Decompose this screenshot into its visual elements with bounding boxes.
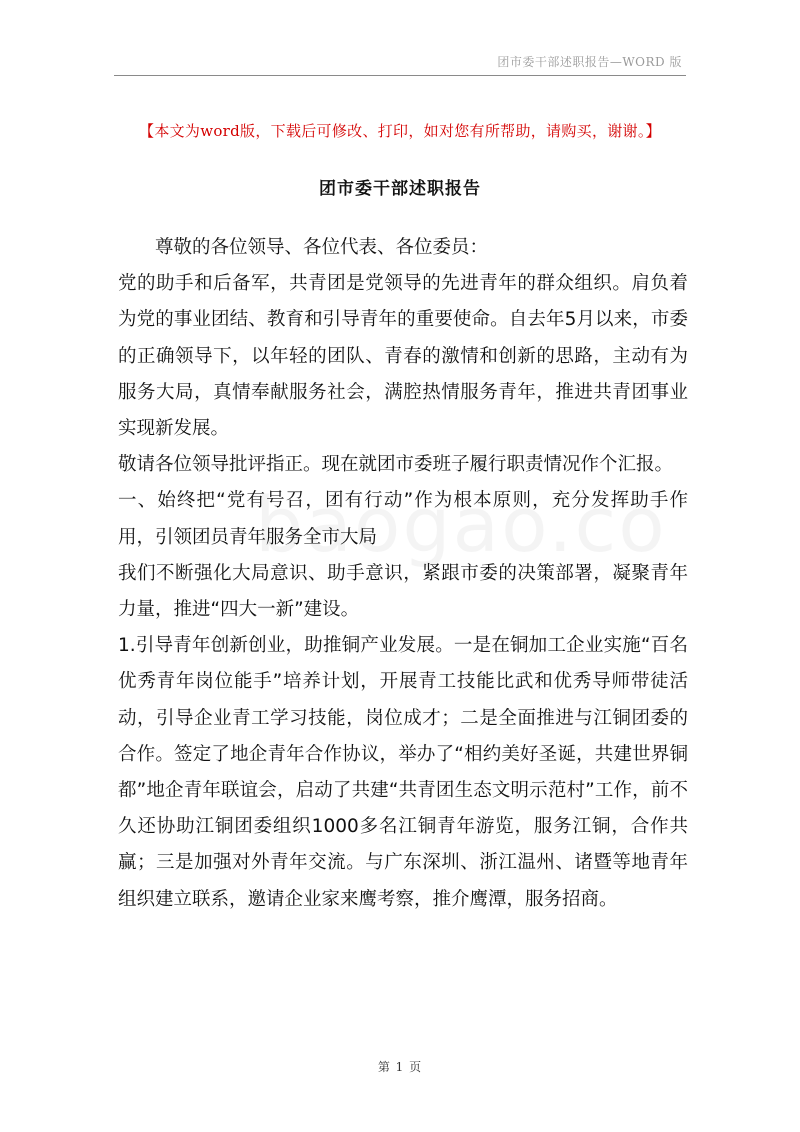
header-divider	[114, 75, 686, 76]
section-heading-1: 一、始终把“党有号召，团有行动”作为根本原则，充分发挥助手作用，引领团员青年服务全市大局	[118, 490, 688, 548]
section-1-paragraph: 我们不断强化大局意识、助手意识，紧跟市委的决策部署，凝聚青年力量，推进“四大一新”建设。	[118, 562, 688, 621]
item-1-paragraph: 1.引导青年创新创业，助推铜产业发展。一是在铜加工企业实施“百名优秀青年岗位能手”培养计划，开展青工技能比武和优秀导师带徒活动，引导企业青工学习技能，岗位成才；二是全面推进与江铜团委的合作。签定了地企青年合作协议，举办了“相约美好圣诞，共建世界铜都”地企青年联谊会，启动了共建“共青团生态文明示范村”工作，前不久还协助江铜团委组织1000多名江铜青年游览，服务江铜，合作共赢；三是加强对外青年交流。与广东深圳、浙江温州、诸暨等地青年组织建立联系，邀请企业家来鹰考察，推介鹰潭，服务招商。	[118, 635, 688, 910]
report-intro-paragraph: 敬请各位领导批评指正。现在就团市委班子履行职责情况作个汇报。	[118, 454, 674, 476]
header-title: 团市委干部述职报告—WORD 版	[497, 55, 682, 69]
document-body	[118, 230, 688, 918]
document-title: 团市委干部述职报告	[319, 179, 481, 199]
intro-paragraph: 党的助手和后备军，共青团是党领导的先进青年的群众组织。肩负着为党的事业团结、教育和引导青年的重要使命。自去年5月以来，市委的正确领导下，以年轻的团队、青春的激情和创新的思路，主动有为服务大局，真情奉献服务社会，满腔热情服务青年，推进共青团事业实现新发展。	[118, 273, 688, 440]
page-number: 第 1 页	[377, 1060, 423, 1074]
salutation-paragraph: 尊敬的各位领导、各位代表、各位委员：	[155, 237, 489, 258]
download-notice: 【本文为word版，下载后可修改、打印，如对您有所帮助，请购买，谢谢。】	[139, 122, 661, 140]
